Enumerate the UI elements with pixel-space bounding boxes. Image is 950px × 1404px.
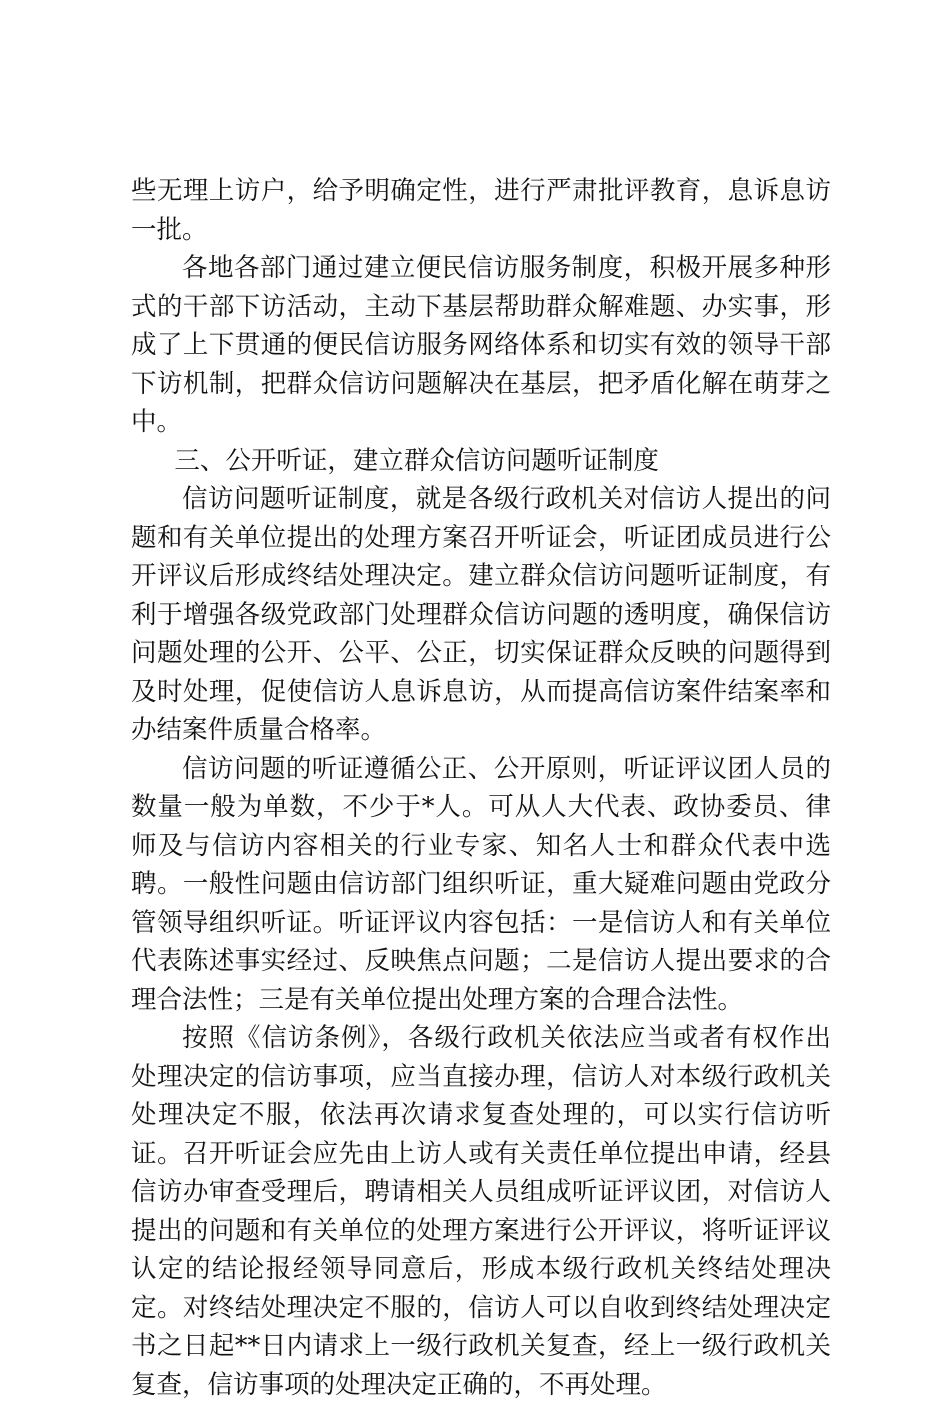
section-heading: 三、公开听证，建立群众信访问题听证制度 bbox=[174, 445, 659, 476]
paragraph-hearing-principles: 信访问题的听证遵循公正、公开原则，听证评议团人员的数量一般为单数，不少于*人。可从人大代表、政协委员、律师及与信访内容相关的行业专家、知名人士和群众代表中选聘。一般性问题由信访部门组织听证，重大疑难问题由党政分管领导组织听证。听证评议内容包括：一是信访人和有关单位代表陈述事实经过、反映焦点问题；二是信访人提出要求的合理合法性；三是有关单位提出处理方案的合理合法性。 bbox=[131, 753, 831, 1015]
paragraph-hearing-definition: 信访问题听证制度，就是各级行政机关对信访人提出的问题和有关单位提出的处理方案召开听证会，听证团成员进行公开评议后形成终结处理决定。建立群众信访问题听证制度，有利于增强各级党政部门处理群众信访问题的透明度，确保信访问题处理的公开、公平、公正，切实保证群众反映的问题得到及时处理，促使信访人息诉息访，从而提高信访案件结案率和办结案件质量合格率。 bbox=[131, 484, 831, 745]
paragraph-hearing-procedure: 按照《信访条例》，各级行政机关依法应当或者有权作出处理决定的信访事项，应当直接办理，信访人对本级行政机关处理决定不服，依法再次请求复查处理的，可以实行信访听证。召开听证会应先由上访人或有关责任单位提出申请，经县信访办审查受理后，聘请相关人员组成听证评议团，对信访人提出的问题和有关单位的处理方案进行公开评议，将听证评议认定的结论报经领导同意后，形成本级行政机关终结处理决定。对终结处理决定不服的，信访人可以自收到终结处理决定书之日起**日内请求上一级行政机关复查，经上一级行政机关复查，信访事项的处理决定正确的，不再处理。 bbox=[131, 1023, 831, 1400]
paragraph-continuation: 些无理上访户，给予明确定性，进行严肃批评教育，息诉息访一批。 bbox=[131, 176, 831, 245]
document-body bbox=[131, 172, 831, 1404]
paragraph-service-system: 各地各部门通过建立便民信访服务制度，积极开展多种形式的干部下访活动，主动下基层帮助群众解难题、办实事，形成了上下贯通的便民信访服务网络体系和切实有效的领导干部下访机制，把群众信访问题解决在基层，把矛盾化解在萌芽之中。 bbox=[131, 253, 831, 437]
